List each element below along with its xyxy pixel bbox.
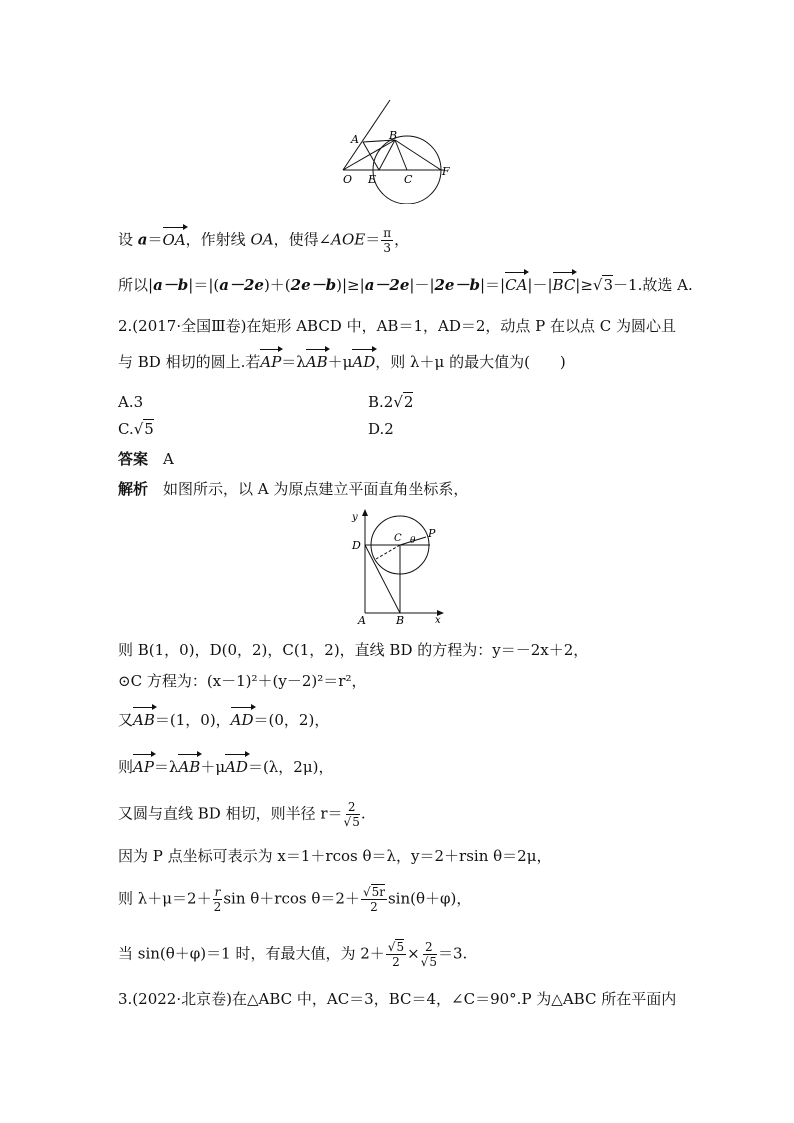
text: ＝ — [365, 230, 381, 249]
step-3 — [118, 710, 329, 730]
text: 则 λ＋μ＝2＋ — [118, 889, 212, 908]
text: ＋μ — [200, 758, 226, 776]
text: sin(θ＋φ)， — [387, 889, 472, 908]
text: ＝λ — [153, 758, 179, 776]
text: )|≥| — [336, 276, 365, 294]
fraction — [344, 800, 360, 829]
text: ＝(λ，2μ)， — [247, 758, 334, 776]
vector-AD: AD — [230, 711, 254, 729]
text: ，使得∠ — [273, 230, 332, 249]
vector-AP: AP — [133, 758, 154, 776]
answer-label: 答案 — [118, 450, 149, 468]
text: C. — [118, 420, 134, 438]
text: 则 — [118, 758, 134, 776]
line-2: 所以|a－b|＝|(a－2e)＋(2e－b)|≥|a－2e|－|2e－b|＝|CA|－|BC|≥√3－1.故选 A. — [118, 276, 693, 294]
label-D: D — [352, 539, 361, 552]
answer — [118, 449, 174, 469]
denominator: √5 — [343, 815, 360, 829]
option-D: D.2 — [368, 420, 394, 438]
denominator: 2 — [213, 900, 222, 914]
text: 设 — [118, 230, 138, 249]
label-A: A — [358, 614, 366, 627]
text: |≥ — [575, 276, 593, 294]
analysis — [118, 479, 468, 499]
text: |＝|( — [188, 276, 220, 294]
text: 又圆与直线 BD 相切，则半径 r＝ — [118, 804, 343, 823]
vector-AD: AD — [352, 353, 376, 371]
text: ＋μ — [327, 353, 353, 371]
text: 2e－b — [290, 276, 337, 294]
text: |－| — [527, 276, 553, 294]
radicand: 5 — [429, 955, 437, 969]
vector-AP: AP — [260, 353, 282, 371]
vector-AD: AD — [225, 758, 248, 776]
fraction — [386, 940, 406, 969]
text: 又 — [118, 711, 134, 729]
step-8 — [118, 940, 467, 969]
radicand: 5 — [144, 420, 154, 438]
vector-AB: AB — [305, 353, 328, 371]
line-1 — [118, 226, 409, 255]
option-B: B.2√2 — [368, 393, 414, 411]
label-x: x — [435, 615, 441, 626]
text: |－| — [409, 276, 435, 294]
radicand: 3 — [603, 276, 614, 294]
text: ，则 λ＋μ 的最大值为( ) — [375, 353, 566, 371]
text: 当 sin(θ＋φ)＝1 时，有最大值，为 2＋ — [118, 944, 385, 963]
step-4 — [118, 757, 333, 777]
question-2-line-2 — [118, 352, 566, 372]
radicand: 2 — [403, 393, 414, 411]
text: ＝λ — [281, 353, 306, 371]
numerator: 2 — [425, 940, 433, 954]
figure-1-circle-diagram — [335, 96, 460, 204]
label-O: O — [343, 173, 353, 186]
step-5 — [118, 800, 366, 829]
denominator: 2 — [392, 955, 400, 969]
numerator: 2 — [347, 800, 356, 814]
vector-AB: AB — [133, 711, 155, 729]
text: 2e－b — [434, 276, 480, 294]
label-B: B — [389, 129, 398, 142]
radicand: 5 — [396, 940, 405, 954]
fraction — [421, 940, 437, 969]
denominator: 3 — [383, 241, 392, 255]
vector-BC: BC — [552, 276, 576, 294]
text: ＝ — [147, 230, 163, 249]
text: )＋( — [263, 276, 291, 294]
fraction — [381, 226, 393, 255]
denominator: 2 — [370, 900, 378, 914]
text: －1.故选 A. — [613, 276, 693, 294]
text: ＝(1，0)， — [154, 711, 231, 729]
vector-AB: AB — [178, 758, 201, 776]
label-A: A — [351, 133, 359, 146]
text: a－b — [153, 276, 189, 294]
vector-CA: CA — [505, 276, 528, 294]
step-6: 因为 P 点坐标可表示为 x＝1＋rcos θ＝λ，y＝2＋rsin θ＝2μ， — [118, 847, 552, 865]
numerator: √5r — [362, 885, 385, 899]
fraction — [361, 885, 387, 914]
text: 与 BD 相切的圆上.若 — [118, 353, 261, 371]
label-theta: θ — [410, 536, 416, 546]
figure-2-coordinate-diagram — [340, 507, 450, 627]
label-B: B — [396, 614, 405, 627]
step-7 — [118, 885, 471, 914]
text: a－2e — [364, 276, 410, 294]
label-E: E — [368, 173, 377, 186]
label-F: F — [442, 165, 450, 178]
denominator: √5 — [420, 955, 437, 969]
radicand: 5 — [352, 815, 360, 829]
option-C: C.√5 — [118, 420, 154, 438]
analysis-label: 解析 — [118, 480, 149, 498]
analysis-text: 如图所示，以 A 为原点建立平面直角坐标系， — [163, 480, 469, 498]
vector-OA: OA — [162, 230, 186, 249]
numerator: r — [214, 885, 221, 899]
question-3: 3.(2022·北京卷)在△ABC 中，AC＝3，BC＝4，∠C＝90°.P 为△ABC 所在平面内 — [118, 990, 677, 1008]
fraction — [213, 885, 223, 914]
text: OA — [250, 230, 274, 249]
option-A: A.3 — [118, 393, 144, 411]
text: ， — [394, 230, 410, 249]
step-2: ⊙C 方程为：(x－1)²＋(y－2)²＝r²， — [118, 672, 367, 690]
text: 所以| — [118, 276, 154, 294]
label-P: P — [428, 527, 436, 540]
radicand: 5r — [371, 885, 385, 899]
question-2-line-1: 2.(2017·全国Ⅲ卷)在矩形 ABCD 中，AB＝1，AD＝2，动点 P 在以点 C 为圆心且 — [118, 317, 677, 335]
text: × — [407, 944, 420, 963]
label-C: C — [404, 173, 413, 186]
text: . — [360, 804, 366, 823]
numerator: √5 — [387, 940, 405, 954]
numerator: π — [383, 226, 392, 240]
answer-value: A — [163, 450, 174, 468]
text: a－2e — [219, 276, 264, 294]
label-y: y — [352, 512, 358, 523]
text: sin θ＋rcos θ＝2＋ — [223, 889, 360, 908]
label-C: C — [394, 533, 402, 544]
step-1: 则 B(1，0)，D(0，2)，C(1，2)，直线 BD 的方程为：y＝－2x＋2， — [118, 641, 589, 659]
text: B.2 — [368, 393, 394, 411]
text: ＝3. — [437, 944, 468, 963]
text: ＝(0，2)， — [253, 711, 330, 729]
text: AOE — [331, 230, 366, 249]
text: ，作射线 — [185, 230, 251, 249]
text: a — [137, 230, 148, 249]
text: |＝| — [479, 276, 506, 294]
